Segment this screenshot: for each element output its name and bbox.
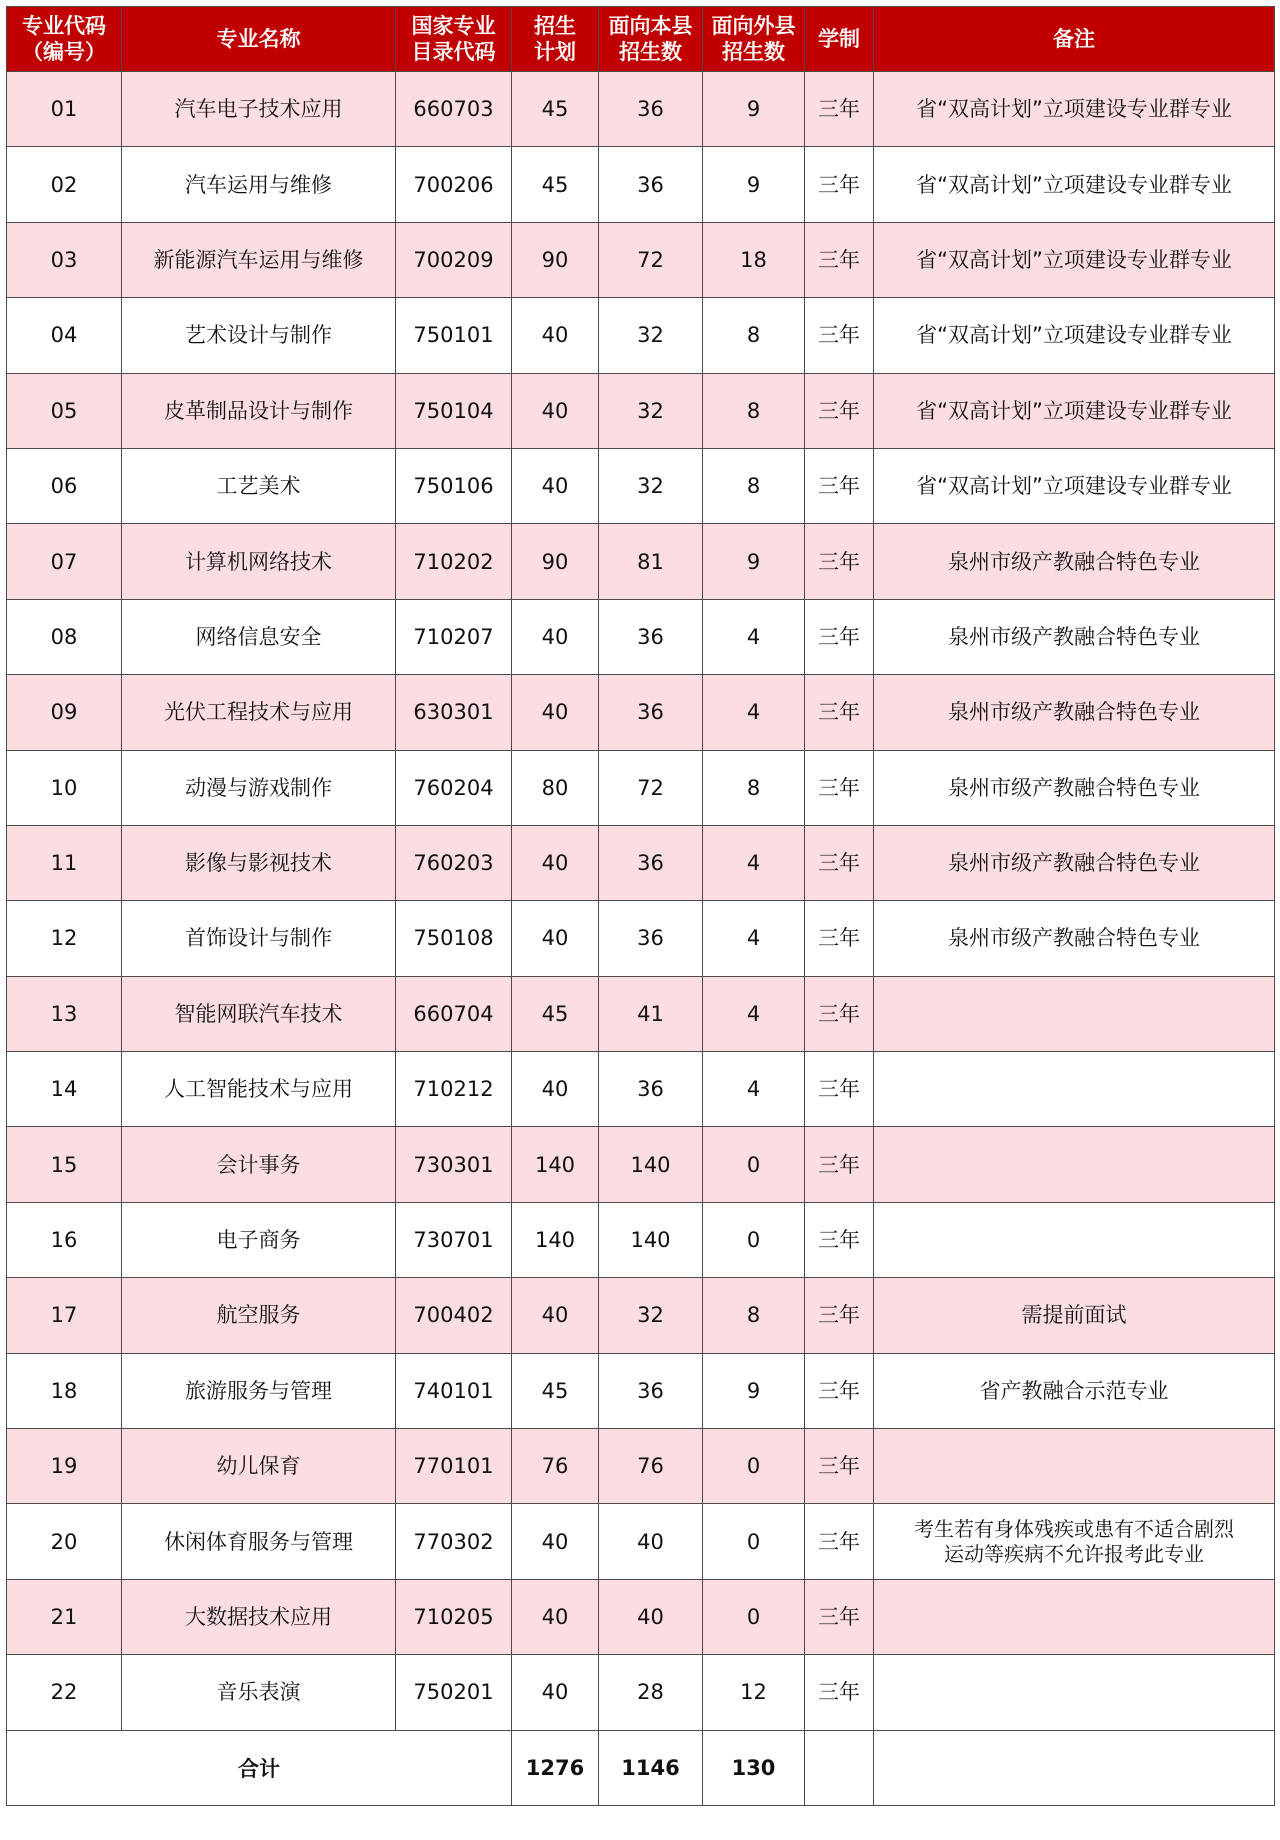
cell-outside: 0 [703, 1504, 805, 1579]
table-row [7, 72, 1275, 147]
cell-plan: 45 [512, 72, 599, 147]
cell-code: 04 [7, 298, 122, 373]
cell-outside: 4 [703, 675, 805, 750]
cell-duration: 三年 [805, 524, 874, 599]
table-row [7, 1579, 1275, 1654]
cell-name: 旅游服务与管理 [122, 1353, 396, 1428]
header-catalog: 国家专业 目录代码 [396, 7, 512, 72]
cell-duration: 三年 [805, 1278, 874, 1353]
cell-local: 36 [599, 599, 703, 674]
cell-local: 36 [599, 825, 703, 900]
cell-plan: 45 [512, 976, 599, 1051]
cell-remark [874, 1579, 1275, 1654]
header-code: 专业代码 （编号） [7, 7, 122, 72]
cell-catalog: 700209 [396, 222, 512, 297]
cell-plan: 40 [512, 448, 599, 523]
cell-duration: 三年 [805, 1579, 874, 1654]
cell-name: 航空服务 [122, 1278, 396, 1353]
header-name: 专业名称 [122, 7, 396, 72]
table-row [7, 1504, 1275, 1579]
cell-name: 大数据技术应用 [122, 1579, 396, 1654]
cell-code: 20 [7, 1504, 122, 1579]
cell-duration: 三年 [805, 675, 874, 750]
cell-name: 电子商务 [122, 1202, 396, 1277]
cell-remark [874, 976, 1275, 1051]
header-remark: 备注 [874, 7, 1275, 72]
cell-catalog: 700206 [396, 147, 512, 222]
cell-catalog: 710205 [396, 1579, 512, 1654]
cell-code: 07 [7, 524, 122, 599]
table-row [7, 675, 1275, 750]
cell-outside: 0 [703, 1579, 805, 1654]
cell-remark: 泉州市级产教融合特色专业 [874, 675, 1275, 750]
cell-plan: 76 [512, 1429, 599, 1504]
cell-name: 光伏工程技术与应用 [122, 675, 396, 750]
cell-catalog: 660704 [396, 976, 512, 1051]
total-row [7, 1730, 1275, 1805]
cell-plan: 40 [512, 675, 599, 750]
table-row [7, 1353, 1275, 1428]
cell-outside: 12 [703, 1655, 805, 1730]
cell-name: 智能网联汽车技术 [122, 976, 396, 1051]
cell-remark: 泉州市级产教融合特色专业 [874, 901, 1275, 976]
cell-remark: 省“双高计划”立项建设专业群专业 [874, 298, 1275, 373]
cell-outside: 8 [703, 373, 805, 448]
table-row [7, 976, 1275, 1051]
cell-code: 16 [7, 1202, 122, 1277]
table-row [7, 1052, 1275, 1127]
cell-catalog: 750108 [396, 901, 512, 976]
cell-plan: 40 [512, 1504, 599, 1579]
cell-catalog: 770101 [396, 1429, 512, 1504]
total-plan: 1276 [512, 1730, 599, 1805]
cell-plan: 40 [512, 373, 599, 448]
cell-local: 40 [599, 1504, 703, 1579]
cell-plan: 45 [512, 1353, 599, 1428]
cell-remark: 考生若有身体残疾或患有不适合剧烈 运动等疾病不允许报考此专业 [874, 1504, 1275, 1579]
table-row [7, 1202, 1275, 1277]
cell-plan: 90 [512, 524, 599, 599]
cell-duration: 三年 [805, 1127, 874, 1202]
cell-catalog: 660703 [396, 72, 512, 147]
cell-remark: 省“双高计划”立项建设专业群专业 [874, 448, 1275, 523]
table-body [7, 72, 1275, 1731]
cell-catalog: 710212 [396, 1052, 512, 1127]
cell-duration: 三年 [805, 1504, 874, 1579]
cell-catalog: 750101 [396, 298, 512, 373]
cell-outside: 9 [703, 147, 805, 222]
cell-catalog: 750201 [396, 1655, 512, 1730]
header-row [7, 7, 1275, 72]
cell-catalog: 630301 [396, 675, 512, 750]
cell-name: 网络信息安全 [122, 599, 396, 674]
cell-local: 72 [599, 222, 703, 297]
cell-duration: 三年 [805, 1655, 874, 1730]
cell-duration: 三年 [805, 373, 874, 448]
cell-code: 05 [7, 373, 122, 448]
cell-outside: 4 [703, 825, 805, 900]
cell-name: 会计事务 [122, 1127, 396, 1202]
cell-local: 36 [599, 675, 703, 750]
table-row [7, 147, 1275, 222]
cell-plan: 40 [512, 1278, 599, 1353]
cell-outside: 4 [703, 1052, 805, 1127]
cell-duration: 三年 [805, 1353, 874, 1428]
cell-plan: 40 [512, 1052, 599, 1127]
cell-plan: 90 [512, 222, 599, 297]
cell-code: 21 [7, 1579, 122, 1654]
cell-outside: 8 [703, 298, 805, 373]
cell-remark: 泉州市级产教融合特色专业 [874, 599, 1275, 674]
table-row [7, 1429, 1275, 1504]
table-row [7, 825, 1275, 900]
cell-plan: 80 [512, 750, 599, 825]
cell-outside: 9 [703, 1353, 805, 1428]
table-row [7, 373, 1275, 448]
cell-catalog: 740101 [396, 1353, 512, 1428]
cell-name: 计算机网络技术 [122, 524, 396, 599]
cell-duration: 三年 [805, 1052, 874, 1127]
cell-duration: 三年 [805, 1429, 874, 1504]
cell-code: 13 [7, 976, 122, 1051]
cell-local: 36 [599, 901, 703, 976]
cell-local: 28 [599, 1655, 703, 1730]
cell-code: 22 [7, 1655, 122, 1730]
cell-name: 休闲体育服务与管理 [122, 1504, 396, 1579]
cell-name: 汽车运用与维修 [122, 147, 396, 222]
cell-plan: 40 [512, 1579, 599, 1654]
cell-remark: 泉州市级产教融合特色专业 [874, 825, 1275, 900]
header-local: 面向本县 招生数 [599, 7, 703, 72]
cell-catalog: 760203 [396, 825, 512, 900]
cell-plan: 40 [512, 901, 599, 976]
cell-code: 01 [7, 72, 122, 147]
table-row [7, 1127, 1275, 1202]
cell-outside: 4 [703, 976, 805, 1051]
cell-outside: 4 [703, 901, 805, 976]
total-outside: 130 [703, 1730, 805, 1805]
cell-name: 汽车电子技术应用 [122, 72, 396, 147]
cell-remark [874, 1429, 1275, 1504]
cell-code: 18 [7, 1353, 122, 1428]
header-outside: 面向外县 招生数 [703, 7, 805, 72]
cell-catalog: 700402 [396, 1278, 512, 1353]
cell-name: 新能源汽车运用与维修 [122, 222, 396, 297]
cell-plan: 140 [512, 1127, 599, 1202]
cell-outside: 4 [703, 599, 805, 674]
cell-local: 41 [599, 976, 703, 1051]
cell-catalog: 730701 [396, 1202, 512, 1277]
cell-outside: 18 [703, 222, 805, 297]
cell-local: 76 [599, 1429, 703, 1504]
cell-plan: 45 [512, 147, 599, 222]
cell-remark: 需提前面试 [874, 1278, 1275, 1353]
cell-duration: 三年 [805, 901, 874, 976]
cell-catalog: 750106 [396, 448, 512, 523]
cell-duration: 三年 [805, 72, 874, 147]
cell-code: 19 [7, 1429, 122, 1504]
cell-remark [874, 1127, 1275, 1202]
cell-name: 首饰设计与制作 [122, 901, 396, 976]
table-row [7, 448, 1275, 523]
table-row [7, 222, 1275, 297]
cell-code: 11 [7, 825, 122, 900]
cell-local: 140 [599, 1127, 703, 1202]
cell-name: 工艺美术 [122, 448, 396, 523]
cell-catalog: 760204 [396, 750, 512, 825]
cell-catalog: 770302 [396, 1504, 512, 1579]
cell-catalog: 710207 [396, 599, 512, 674]
cell-local: 32 [599, 373, 703, 448]
cell-outside: 0 [703, 1127, 805, 1202]
total-duration [805, 1730, 874, 1805]
cell-outside: 0 [703, 1202, 805, 1277]
cell-outside: 9 [703, 524, 805, 599]
cell-local: 81 [599, 524, 703, 599]
cell-remark [874, 1052, 1275, 1127]
table-row [7, 298, 1275, 373]
cell-name: 动漫与游戏制作 [122, 750, 396, 825]
cell-duration: 三年 [805, 298, 874, 373]
cell-catalog: 710202 [396, 524, 512, 599]
cell-outside: 8 [703, 1278, 805, 1353]
cell-plan: 40 [512, 825, 599, 900]
table-row [7, 1278, 1275, 1353]
total-label: 合计 [7, 1730, 512, 1805]
cell-local: 36 [599, 72, 703, 147]
cell-name: 皮革制品设计与制作 [122, 373, 396, 448]
cell-code: 15 [7, 1127, 122, 1202]
cell-code: 08 [7, 599, 122, 674]
cell-code: 12 [7, 901, 122, 976]
enrollment-table [6, 6, 1275, 1806]
cell-code: 06 [7, 448, 122, 523]
cell-duration: 三年 [805, 147, 874, 222]
cell-code: 02 [7, 147, 122, 222]
cell-name: 艺术设计与制作 [122, 298, 396, 373]
cell-code: 03 [7, 222, 122, 297]
table-row [7, 901, 1275, 976]
cell-local: 40 [599, 1579, 703, 1654]
cell-local: 140 [599, 1202, 703, 1277]
cell-local: 36 [599, 1052, 703, 1127]
cell-plan: 140 [512, 1202, 599, 1277]
cell-local: 36 [599, 147, 703, 222]
cell-remark [874, 1655, 1275, 1730]
cell-name: 音乐表演 [122, 1655, 396, 1730]
cell-local: 36 [599, 1353, 703, 1428]
cell-catalog: 730301 [396, 1127, 512, 1202]
cell-duration: 三年 [805, 222, 874, 297]
table-row [7, 750, 1275, 825]
cell-duration: 三年 [805, 976, 874, 1051]
cell-duration: 三年 [805, 599, 874, 674]
cell-outside: 8 [703, 750, 805, 825]
cell-code: 09 [7, 675, 122, 750]
table-row [7, 599, 1275, 674]
cell-remark: 省“双高计划”立项建设专业群专业 [874, 72, 1275, 147]
cell-plan: 40 [512, 298, 599, 373]
cell-code: 14 [7, 1052, 122, 1127]
cell-catalog: 750104 [396, 373, 512, 448]
cell-plan: 40 [512, 599, 599, 674]
header-duration: 学制 [805, 7, 874, 72]
table-row [7, 524, 1275, 599]
cell-local: 32 [599, 298, 703, 373]
cell-duration: 三年 [805, 825, 874, 900]
header-plan: 招生 计划 [512, 7, 599, 72]
cell-code: 17 [7, 1278, 122, 1353]
cell-remark [874, 1202, 1275, 1277]
cell-plan: 40 [512, 1655, 599, 1730]
cell-code: 10 [7, 750, 122, 825]
cell-duration: 三年 [805, 750, 874, 825]
cell-local: 32 [599, 448, 703, 523]
total-local: 1146 [599, 1730, 703, 1805]
table-row [7, 1655, 1275, 1730]
total-remark [874, 1730, 1275, 1805]
cell-remark: 泉州市级产教融合特色专业 [874, 524, 1275, 599]
cell-local: 32 [599, 1278, 703, 1353]
cell-name: 影像与影视技术 [122, 825, 396, 900]
cell-remark: 省产教融合示范专业 [874, 1353, 1275, 1428]
cell-remark: 泉州市级产教融合特色专业 [874, 750, 1275, 825]
cell-remark: 省“双高计划”立项建设专业群专业 [874, 373, 1275, 448]
cell-remark: 省“双高计划”立项建设专业群专业 [874, 222, 1275, 297]
cell-local: 72 [599, 750, 703, 825]
cell-name: 人工智能技术与应用 [122, 1052, 396, 1127]
cell-remark: 省“双高计划”立项建设专业群专业 [874, 147, 1275, 222]
cell-duration: 三年 [805, 448, 874, 523]
cell-outside: 0 [703, 1429, 805, 1504]
cell-duration: 三年 [805, 1202, 874, 1277]
cell-outside: 8 [703, 448, 805, 523]
cell-name: 幼儿保育 [122, 1429, 396, 1504]
cell-outside: 9 [703, 72, 805, 147]
